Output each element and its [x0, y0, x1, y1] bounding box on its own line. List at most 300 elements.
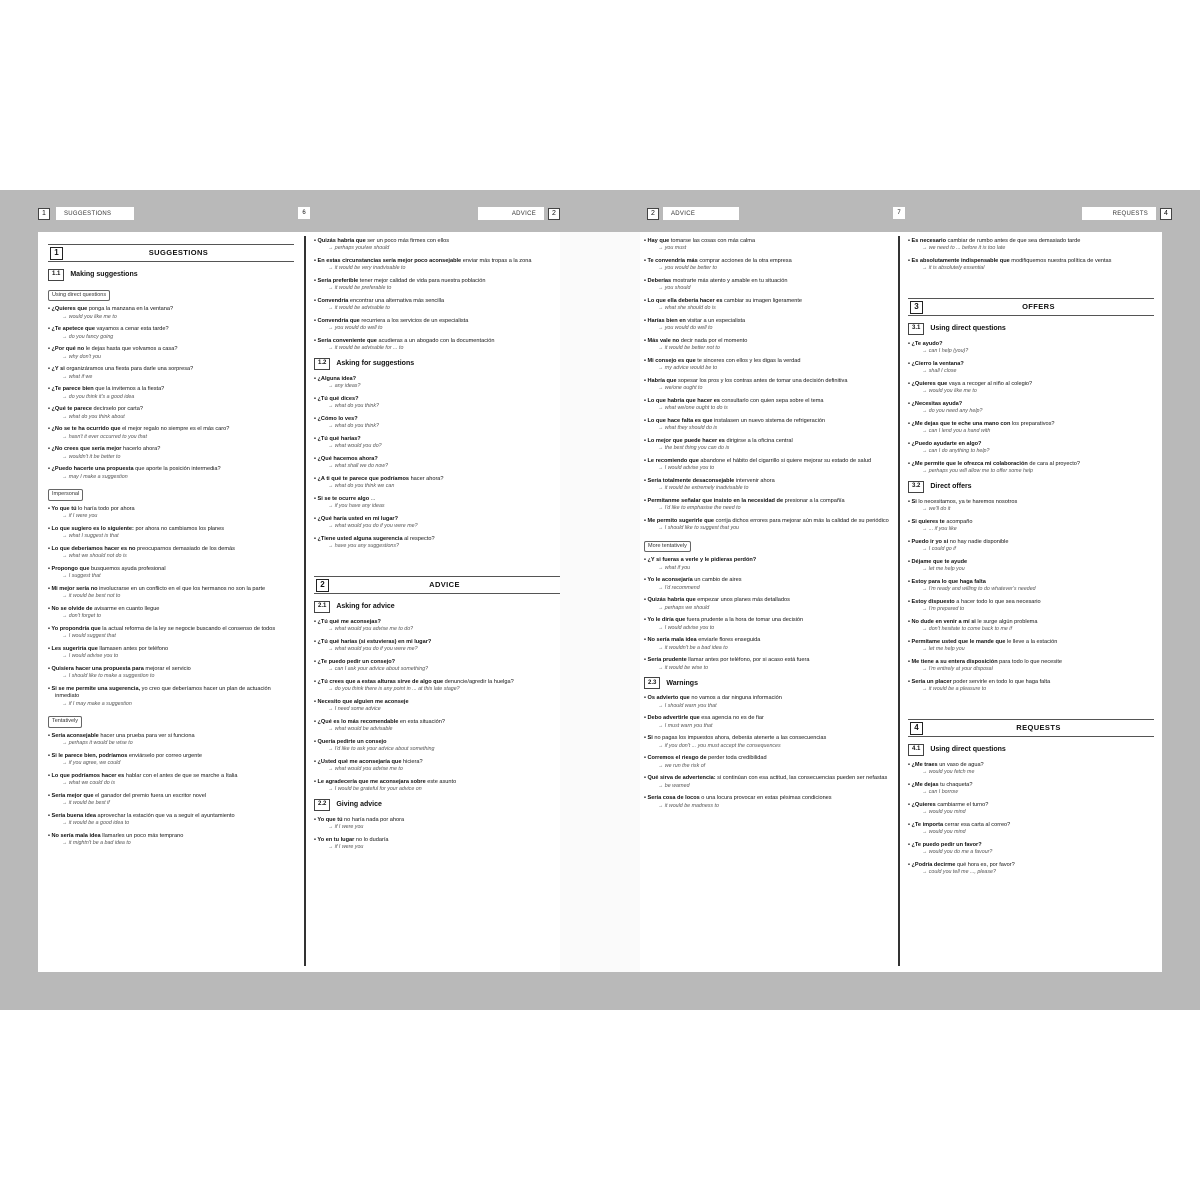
english-translation: → hasn't it ever occurred to you that [48, 434, 294, 441]
key-expression: En estas circunstancias sería mejor poco aconsejable [317, 258, 462, 264]
gutter [560, 232, 640, 972]
phrase-entry [644, 695, 890, 710]
phrase-rest: perder toda credibilidad [706, 755, 767, 762]
key-expression: Sería mejor que [51, 792, 94, 799]
key-expression: No sería mala idea [647, 637, 697, 644]
phrase-entry [314, 679, 560, 694]
subsection-heading [314, 799, 560, 811]
phrase-rest: tu chaqueta? [938, 782, 973, 788]
spanish-phrase [48, 833, 294, 840]
spanish-phrase [644, 378, 890, 385]
spanish-phrase [644, 338, 890, 345]
phrase-list [48, 733, 294, 848]
spanish-phrase [908, 381, 1154, 388]
phrase-rest: no haría nada por ahora [342, 817, 405, 823]
spanish-phrase [48, 646, 294, 653]
english-translation: → it would be advisable for ... to [314, 345, 560, 352]
phrase-rest: al respecto? [402, 536, 435, 542]
phrase-entry [908, 401, 1154, 416]
key-expression: Permítame usted que le mande que [911, 639, 1006, 645]
spanish-phrase [314, 318, 560, 325]
key-expression: Me permito sugerirle que [647, 518, 715, 524]
phrase-entry [48, 813, 294, 828]
key-expression: Sería totalmente desaconsejable [647, 478, 735, 484]
phrase-rest: cambiar su imagen ligeramente [722, 298, 803, 304]
phrase-entry [48, 306, 294, 321]
spanish-phrase [48, 566, 294, 573]
key-expression: ¿Tú qué me aconsejas? [317, 619, 381, 625]
phrase-entry [48, 426, 294, 441]
phrase-rest: hablar con el antes de que se marche a Italia [124, 772, 238, 779]
subsection-number: 3.1 [908, 323, 924, 335]
key-expression: ¿A ti qué te parece que podríamos [317, 476, 410, 482]
spanish-phrase [908, 559, 1154, 566]
english-translation: → it would be advisable to [314, 305, 560, 312]
key-expression: Es absolutamente indispensable que [911, 258, 1010, 264]
spanish-phrase [314, 619, 560, 626]
key-expression: ¿Qué es lo más recomendable [317, 719, 399, 725]
phrase-rest: recurriera a los servicios de un especialista [359, 318, 469, 324]
spanish-phrase [644, 657, 890, 664]
spanish-phrase [48, 753, 294, 760]
key-expression: Yo propondría que [51, 625, 101, 632]
phrase-entry [908, 421, 1154, 436]
phrase-entry [644, 378, 890, 393]
phrase-entry [644, 398, 890, 413]
phrase-entry [48, 406, 294, 421]
spanish-phrase [314, 496, 560, 503]
phrase-rest: de cara al proyecto? [1027, 461, 1081, 467]
key-expression: ¿Podría decirme [911, 862, 956, 868]
english-translation: → can I borrow [908, 789, 1154, 796]
phrase-entry [908, 822, 1154, 837]
english-translation: → any ideas? [314, 383, 560, 390]
english-translation: → we'll do it [908, 506, 1154, 513]
key-expression: Le recomiendo que [647, 458, 699, 464]
english-translation: → what we could do is [48, 780, 294, 787]
phrase-entry [48, 346, 294, 361]
english-translation: → what if you [644, 565, 890, 572]
phrase-rest: no pagas los impuestos ahora, deberás atenerte a las consecuencias [652, 735, 827, 742]
phrase-rest: tomarse las cosas con más calma [669, 238, 756, 244]
key-expression: Si [647, 735, 653, 742]
english-translation: → would you do me a favour? [908, 849, 1154, 856]
phrase-rest: instalasen un nuevo sistema de refrigeración [712, 418, 826, 424]
phrase-rest: aprovechar la estación que va a seguir el ayuntamiento [95, 812, 235, 819]
spanish-phrase [644, 577, 890, 584]
english-translation: → would you mind [908, 829, 1154, 836]
phrase-rest: yo creo que deberíamos hacer un plan de actuación inmediato [55, 685, 271, 700]
key-expression: ¿Puedo ayudarte en algo? [911, 441, 982, 447]
key-expression: ¿Quieres que [51, 306, 88, 313]
english-translation: → what they should do is [644, 425, 890, 432]
phrase-rest: visitar a un especialista [685, 318, 746, 324]
spanish-phrase [644, 358, 890, 365]
spanish-phrase [48, 346, 294, 353]
left-page-column-2 [314, 238, 560, 857]
phrase-rest: que aporte la posición intermedia? [133, 466, 221, 473]
phrase-entry [908, 599, 1154, 614]
spanish-phrase [644, 238, 890, 245]
phrase-rest: llamarles un poco más temprano [100, 832, 184, 839]
key-expression: Quizás habría que [317, 238, 366, 244]
phrase-entry [908, 361, 1154, 376]
spanish-phrase [48, 666, 294, 673]
spanish-phrase [48, 306, 294, 313]
phrase-entry [908, 559, 1154, 574]
phrase-entry [48, 546, 294, 561]
page-number: 6 [298, 207, 310, 219]
key-expression: ¿Me traes [911, 762, 938, 768]
phrase-rest: a hacer todo lo que sea necesario [954, 599, 1041, 605]
spanish-phrase [908, 822, 1154, 829]
phrase-rest: le lleve a la estación [1005, 639, 1058, 645]
phrase-entry [314, 536, 560, 551]
spanish-phrase [314, 699, 560, 706]
key-expression: Yo en tu lugar [317, 837, 355, 843]
phrase-rest: corrija dichos errores para mejorar aún más la calidad de su periódico [714, 518, 889, 524]
spanish-phrase [48, 546, 294, 553]
phrase-rest: decir nada por el momento [679, 338, 748, 344]
english-translation: → be warned [644, 783, 890, 790]
english-translation: → what I suggest is that [48, 533, 294, 540]
phrase-rest: lo necesitamos, ya te haremos nosotros [916, 499, 1018, 505]
key-expression: Corremos el riesgo de [647, 755, 707, 762]
subsection-number: 3.2 [908, 481, 924, 493]
key-expression: Habría que [647, 378, 677, 384]
spanish-phrase [908, 679, 1154, 686]
spanish-phrase [314, 536, 560, 543]
english-translation: → perhaps you will allow me to offer some help [908, 468, 1154, 475]
phrase-entry [644, 278, 890, 293]
english-translation: → what we/one ought to do is [644, 405, 890, 412]
phrase-entry [644, 238, 890, 253]
phrase-rest: ser un poco más firmes con ellos [365, 238, 450, 244]
spanish-phrase [908, 782, 1154, 789]
spanish-phrase [48, 426, 294, 433]
english-translation: → you would do well to [644, 325, 890, 332]
subsection-heading [908, 744, 1154, 756]
english-translation: → the best thing you can do is [644, 445, 890, 452]
spanish-phrase [314, 817, 560, 824]
key-expression: Estoy dispuesto [911, 599, 955, 605]
phrase-entry [908, 782, 1154, 797]
section-title: ADVICE [429, 580, 460, 590]
phrase-rest: te sinceres con ellos y les digas la verdad [695, 358, 801, 364]
book-spread [0, 190, 1200, 1010]
key-expression: ¿Te puedo pedir un consejo? [317, 659, 396, 665]
key-expression: Si quieres te [911, 519, 945, 525]
key-expression: Yo que tú [317, 817, 343, 823]
phrase-entry [314, 436, 560, 451]
phrase-entry [314, 258, 560, 273]
key-expression: Si se me permite una sugerencia, [51, 685, 141, 692]
key-expression: ¿Te apetece que [51, 326, 95, 333]
phrase-entry [644, 518, 890, 533]
subsection-number: 2.1 [314, 601, 330, 613]
right-page-column-1 [644, 238, 890, 815]
english-translation: → if you have any ideas [314, 503, 560, 510]
key-expression: ¿Cierro la ventana? [911, 361, 964, 367]
phrase-entry [314, 659, 560, 674]
english-translation: → perhaps we should [644, 605, 890, 612]
phrase-entry [314, 278, 560, 293]
key-expression: ¿Tú qué harías? [317, 436, 361, 442]
phrase-entry [48, 753, 294, 768]
key-expression: Sería prudente [647, 657, 687, 664]
english-translation: → would you fetch me [908, 769, 1154, 776]
english-translation: → what would you advise me to do? [314, 626, 560, 633]
phrase-rest: le surge algún problema [975, 619, 1038, 625]
spanish-phrase [314, 719, 560, 726]
spanish-phrase [48, 466, 294, 473]
phrase-rest: el ganador del premio fuera un escritor novel [93, 792, 207, 799]
english-translation: → I'm ready and willing to do whatever's needed [908, 586, 1154, 593]
phrase-entry [908, 539, 1154, 554]
phrase-rest: el mejor regalo no siempre es el más caro? [120, 426, 230, 433]
english-translation: → it would be better not to [644, 345, 890, 352]
phrase-entry [314, 416, 560, 431]
chapter-box: 2 [647, 208, 659, 220]
category-tag: Using direct questions [48, 290, 110, 301]
spanish-phrase [644, 478, 890, 485]
spanish-phrase [908, 599, 1154, 606]
english-translation: → it would be madness to [644, 803, 890, 810]
phrase-rest: qué hora es, por favor? [955, 862, 1015, 868]
phrase-entry [314, 338, 560, 353]
key-expression: Quizás habría que [647, 597, 696, 604]
phrase-rest: denuncie/agredir la huelga? [443, 679, 514, 685]
phrase-rest: vaya a recoger al niño al colegio? [947, 381, 1033, 387]
english-translation: → let me help you [908, 566, 1154, 573]
key-expression: Te convendría más [647, 258, 698, 264]
phrase-rest: sopesar los pros y los contras antes de tomar una decisión definitiva [676, 378, 848, 384]
phrase-entry [314, 639, 560, 654]
spanish-phrase [314, 436, 560, 443]
key-expression: Es necesario [911, 238, 947, 244]
phrase-entry [644, 358, 890, 373]
phrase-entry [314, 516, 560, 531]
english-translation: → I could go if [908, 546, 1154, 553]
subsection-heading [314, 358, 560, 370]
phrase-rest: lo haría todo por ahora [76, 505, 135, 512]
phrase-entry [314, 817, 560, 832]
phrase-rest: poder servirle en todo lo que haga falta [951, 679, 1051, 685]
phrase-rest: los preparativos? [1010, 421, 1055, 427]
running-head-right-page-right [1082, 206, 1172, 221]
key-expression: Me tiene a su entera disposición [911, 659, 998, 665]
subsection-title: Using direct questions [930, 325, 1006, 333]
phrase-entry [48, 366, 294, 381]
key-expression: ¿Te importa [911, 822, 944, 828]
spanish-phrase [908, 802, 1154, 809]
category-tag: More tentatively [644, 541, 691, 552]
english-translation: → it would be best if [48, 800, 294, 807]
phrase-rest: no lo dudaría [354, 837, 389, 843]
subsection-heading [908, 481, 1154, 493]
subsection-number: 1.2 [314, 358, 330, 370]
phrase-rest: avisarme en cuanto llegue [92, 605, 160, 612]
phrase-entry [644, 657, 890, 672]
page-number: 7 [893, 207, 905, 219]
column-divider [898, 236, 900, 966]
english-translation: → wouldn't it be better to [48, 454, 294, 461]
section-title: OFFERS [1022, 302, 1055, 312]
phrase-rest: no vamos a dar ninguna información [689, 695, 782, 702]
spanish-phrase [314, 837, 560, 844]
phrase-entry [48, 666, 294, 681]
running-head-label: ADVICE [478, 207, 544, 220]
left-page-column-1 [48, 238, 294, 853]
phrase-entry [314, 496, 560, 511]
phrase-rest: presionar a la compañía [783, 498, 845, 504]
key-expression: Estoy para lo que haga falta [911, 579, 986, 585]
english-translation: → don't hesitate to come back to me if [908, 626, 1154, 633]
spanish-phrase [48, 326, 294, 333]
section-number: 4 [910, 722, 923, 735]
phrase-entry [48, 446, 294, 461]
english-translation: → if I were you [314, 844, 560, 851]
english-translation: → would you like me to [908, 388, 1154, 395]
phrase-list [908, 499, 1154, 694]
running-head-label: ADVICE [663, 207, 739, 220]
chapter-box: 2 [548, 208, 560, 220]
phrase-entry [48, 386, 294, 401]
english-translation: → would you mind [908, 809, 1154, 816]
key-expression: Déjame que te ayude [911, 559, 968, 565]
spanish-phrase [908, 461, 1154, 468]
spanish-phrase [908, 421, 1154, 428]
key-expression: ¿Te parece bien [51, 386, 94, 393]
key-expression: Sería aconsejable [51, 732, 99, 739]
key-expression: ¿Tú crees que a estas alturas sirve de algo que [317, 679, 444, 685]
key-expression: ¿No se te ha ocurrido que [51, 426, 121, 433]
english-translation: → can I lend you a hand with [908, 428, 1154, 435]
phrase-entry [314, 318, 560, 333]
english-translation: → I would advise you to [644, 625, 890, 632]
section-heading [314, 576, 560, 594]
key-expression: Mi mejor sería no [51, 585, 98, 592]
phrase-rest: mejorar el servicio [143, 665, 191, 672]
phrase-rest: este asunto [425, 779, 457, 785]
phrase-entry [314, 719, 560, 734]
phrase-entry [908, 461, 1154, 476]
key-expression: Le agradecería que me aconsejara sobre [317, 779, 426, 785]
section-number: 3 [910, 301, 923, 314]
phrase-entry [908, 258, 1154, 273]
english-translation: → let me help you [908, 646, 1154, 653]
english-translation: → I need some advice [314, 706, 560, 713]
spanish-phrase [314, 779, 560, 786]
english-translation: → I'd like to emphasise the need to [644, 505, 890, 512]
running-head-left-page [38, 206, 134, 221]
key-expression: ¿Me dejas [911, 782, 939, 788]
phrase-entry [644, 458, 890, 473]
section-heading [908, 719, 1154, 737]
phrase-entry [314, 759, 560, 774]
phrase-rest: comprar acciones de la otra empresa [697, 258, 792, 264]
english-translation: → what would be advisable [314, 726, 560, 733]
spanish-phrase [644, 498, 890, 505]
key-expression: Yo que tú [51, 505, 77, 512]
english-translation: → what she should do is [644, 305, 890, 312]
phrase-entry [644, 637, 890, 652]
spanish-phrase [908, 499, 1154, 506]
phrase-rest: ... [369, 496, 376, 502]
spanish-phrase [48, 813, 294, 820]
english-translation: → I suggest that [48, 573, 294, 580]
key-expression: Más vale no [647, 338, 680, 344]
english-translation: → it would be extremely inadvisable to [644, 485, 890, 492]
phrase-list [314, 376, 560, 551]
phrase-entry [644, 478, 890, 493]
phrase-entry [644, 298, 890, 313]
phrase-list [908, 762, 1154, 877]
key-expression: Quería pedirte un consejo [317, 739, 387, 745]
phrase-entry [644, 775, 890, 790]
key-expression: ¿Usted qué me aconsejaría que [317, 759, 402, 765]
key-expression: ¿Tú qué harías (si estuvieras) en mi lugar? [317, 639, 432, 645]
phrase-entry [314, 699, 560, 714]
key-expression: Si le parece bien, podríamos [51, 752, 128, 759]
spanish-phrase [314, 416, 560, 423]
key-expression: ¿Te puedo pedir un favor? [911, 842, 982, 848]
section-number: 2 [316, 579, 329, 592]
key-expression: Convendría [317, 298, 349, 304]
spanish-phrase [644, 795, 890, 802]
spanish-phrase [908, 341, 1154, 348]
phrase-list [314, 817, 560, 852]
phrase-rest: enviar más tropas a la zona [461, 258, 532, 264]
key-expression: Sería preferible [317, 278, 359, 284]
spanish-phrase [314, 396, 560, 403]
phrase-list [644, 695, 890, 810]
subsection-heading [314, 601, 560, 613]
english-translation: → what do you think about [48, 414, 294, 421]
spanish-phrase [48, 733, 294, 740]
key-expression: Qué sirva de advertencia: [647, 775, 716, 782]
spanish-phrase [644, 278, 890, 285]
phrase-entry [314, 396, 560, 411]
key-expression: Debo advertirle que [647, 715, 700, 722]
phrase-entry [644, 318, 890, 333]
english-translation: → I should warn you that [644, 703, 890, 710]
phrase-rest: hacer una prueba para ver si funciona [98, 732, 195, 739]
category-tag: Impersonal [48, 489, 83, 500]
key-expression: Sería buena idea [51, 812, 96, 819]
spanish-phrase [644, 318, 890, 325]
spanish-phrase [644, 695, 890, 702]
key-expression: Yo le diría que [647, 617, 686, 624]
phrase-entry [908, 679, 1154, 694]
phrase-entry [644, 418, 890, 433]
english-translation: → it would be best not to [48, 593, 294, 600]
phrase-entry [48, 506, 294, 521]
english-translation: → if I were you [48, 513, 294, 520]
key-expression: Lo que deberíamos hacer es no [51, 545, 136, 552]
key-expression: Sería un placer [911, 679, 952, 685]
phrase-entry [48, 626, 294, 641]
spanish-phrase [48, 526, 294, 533]
english-translation: → I'd like to ask your advice about something [314, 746, 560, 753]
section-heading [908, 298, 1154, 316]
key-expression: ¿Tú qué dices? [317, 396, 359, 402]
phrase-entry [314, 837, 560, 852]
key-expression: Lo mejor que puede hacer es [647, 438, 725, 444]
phrase-entry [908, 802, 1154, 817]
english-translation: → I would be grateful for your advice on [314, 786, 560, 793]
phrase-rest: enviárselo por correo urgente [127, 752, 203, 759]
